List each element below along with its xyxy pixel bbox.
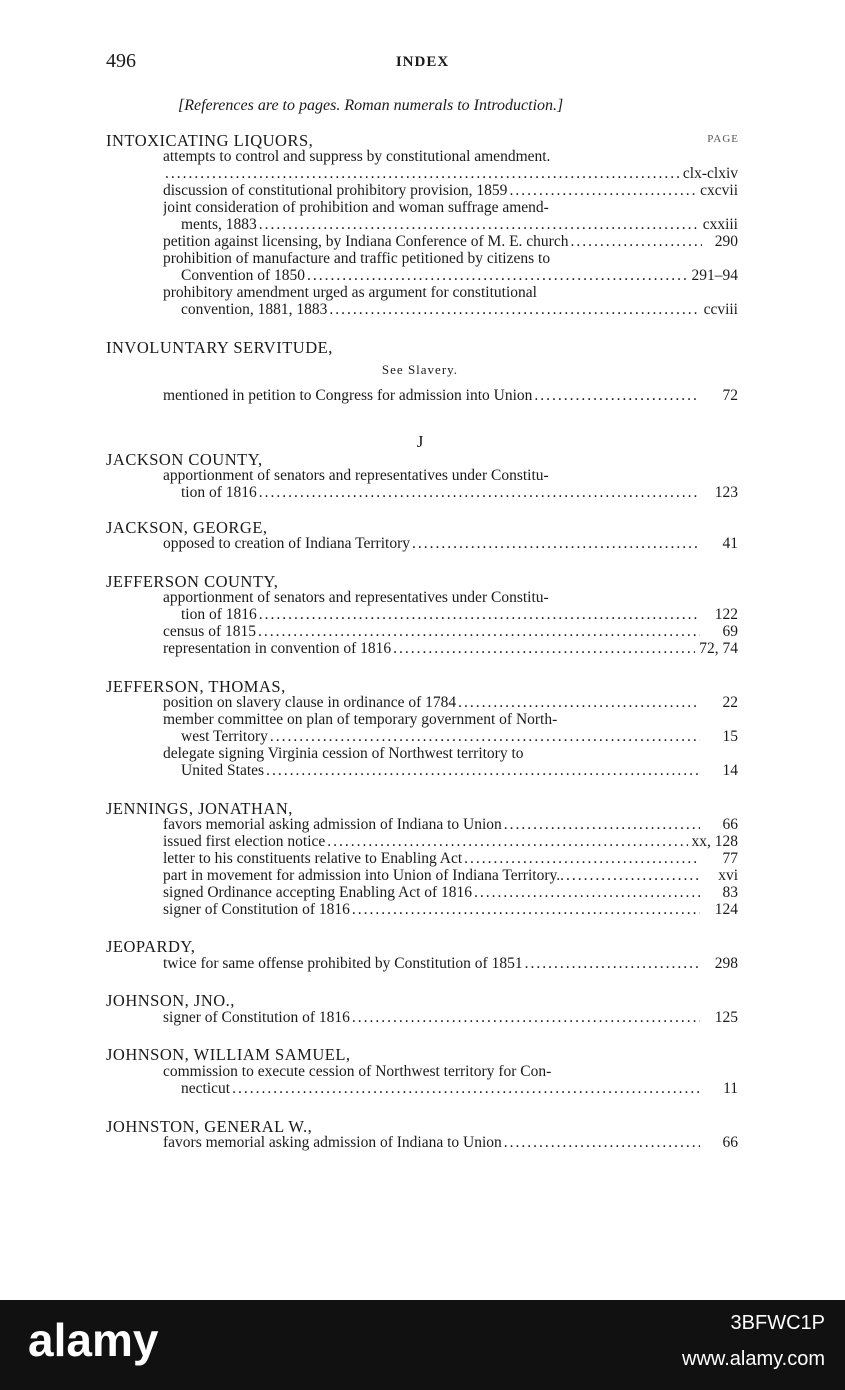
entry-text: ments, 1883	[181, 216, 257, 233]
entry-text: part in movement for admission into Union of Indiana Territory..	[163, 867, 564, 884]
entry-line: apportionment of senators and representatives under Constitu-	[163, 589, 549, 606]
leader-dots	[570, 233, 702, 250]
leader-dots	[258, 623, 700, 640]
page-ref: 15	[722, 728, 738, 745]
entry-line: commission to execute cession of Northwest territory for Con-	[163, 1063, 552, 1080]
page-ref: 41	[722, 535, 738, 552]
leader-dots	[232, 1080, 700, 1097]
entry-line	[163, 694, 738, 711]
leader-dots	[165, 165, 679, 182]
entry-line	[163, 833, 738, 850]
watermark-bar	[0, 1300, 845, 1390]
leader-dots	[525, 955, 700, 972]
leader-dots	[307, 267, 688, 284]
leader-dots	[327, 833, 687, 850]
running-head: INDEX	[395, 54, 450, 70]
page-header	[106, 50, 739, 74]
entry-text: opposed to creation of Indiana Territory	[163, 535, 410, 552]
page-ref: 122	[714, 606, 738, 623]
leader-dots	[509, 182, 696, 199]
entry-heading: JACKSON COUNTY,	[106, 450, 263, 469]
page-number: 496	[106, 50, 136, 72]
entry-line	[163, 233, 738, 250]
page-ref: 69	[722, 623, 738, 640]
leader-dots	[393, 640, 695, 657]
entry-line: delegate signing Virginia cession of Northwest territory to	[163, 745, 524, 762]
entry-heading: JEFFERSON COUNTY,	[106, 572, 279, 591]
entry-line	[181, 1080, 738, 1097]
leader-dots	[534, 387, 700, 404]
leader-dots	[259, 484, 700, 501]
page-ref: 291–94	[691, 267, 738, 284]
entry-text: twice for same offense prohibited by Constitution of 1851	[163, 955, 523, 972]
entry-text: west Territory	[181, 728, 268, 745]
image-id: 3BFWC1P	[730, 1312, 825, 1334]
leader-dots	[259, 216, 699, 233]
entry-text: favors memorial asking admission of Indiana to Union	[163, 1134, 502, 1151]
entry-text: necticut	[181, 1080, 231, 1097]
entry-text: signer of Constitution of 1816	[163, 901, 350, 918]
page-ref: xx, 128	[691, 833, 738, 850]
entry-heading: INVOLUNTARY SERVITUDE,	[106, 338, 333, 357]
entry-line	[181, 484, 738, 501]
entry-heading: JEOPARDY,	[106, 937, 196, 956]
page-ref: 14	[722, 762, 738, 779]
entry-text: petition against licensing, by Indiana Conference of M. E. church	[163, 233, 569, 250]
entry-line	[181, 267, 738, 284]
page-ref: cxcvii	[700, 182, 738, 199]
entry-line	[163, 901, 738, 918]
entry-text: discussion of constitutional prohibitory provision, 1859	[163, 182, 508, 199]
entry-line	[163, 1134, 738, 1151]
entry-text: tion of 1816	[181, 484, 257, 501]
page-ref: xvi	[718, 867, 738, 884]
leader-dots	[464, 850, 700, 867]
entry-text: census of 1815	[163, 623, 256, 640]
leader-dots	[474, 884, 700, 901]
entry-heading: JENNINGS, JONATHAN,	[106, 799, 293, 818]
entry-line	[163, 640, 738, 657]
leader-dots	[504, 816, 700, 833]
entry-line: prohibition of manufacture and traffic petitioned by citizens to	[163, 250, 551, 267]
entry-heading: JOHNSTON, GENERAL W.,	[106, 1117, 313, 1136]
page-ref: cxxiii	[702, 216, 738, 233]
entry-line	[163, 387, 738, 404]
section-letter: J	[416, 432, 424, 451]
leader-dots	[412, 535, 700, 552]
page-ref: 72, 74	[699, 640, 738, 657]
entry-line	[163, 884, 738, 901]
entry-text: favors memorial asking admission of Indiana to Union	[163, 816, 502, 833]
page-ref: 66	[722, 1134, 738, 1151]
entry-line	[163, 182, 738, 199]
leader-dots	[259, 606, 700, 623]
leader-dots	[566, 867, 702, 884]
entry-line	[163, 535, 738, 552]
entry-text: convention, 1881, 1883	[181, 301, 328, 318]
leader-dots	[352, 901, 700, 918]
page-ref: 83	[722, 884, 738, 901]
entry-line	[163, 867, 738, 884]
leader-dots	[270, 728, 700, 745]
page-ref: ccviii	[703, 301, 738, 318]
alamy-logo-text: alamy	[28, 1316, 159, 1366]
page-ref: 124	[714, 901, 738, 918]
entry-line	[163, 165, 738, 182]
entry-line	[181, 728, 738, 745]
watermark-url[interactable]: www.alamy.com	[682, 1348, 825, 1370]
page-ref: 123	[714, 484, 738, 501]
entry-line	[163, 623, 738, 640]
page-ref: 290	[714, 233, 738, 250]
entry-text: mentioned in petition to Congress for admission into Union	[163, 387, 533, 404]
entry-text: tion of 1816	[181, 606, 257, 623]
page-ref: 72	[722, 387, 738, 404]
page-ref: 22	[722, 694, 738, 711]
alamy-logo	[28, 1316, 268, 1366]
entry-text: representation in convention of 1816	[163, 640, 392, 657]
leader-dots	[329, 301, 699, 318]
entry-text: United States	[181, 762, 265, 779]
entry-line	[163, 1009, 738, 1026]
entry-heading: INTOXICATING LIQUORS,	[106, 131, 314, 150]
entry-line: apportionment of senators and representatives under Constitu-	[163, 467, 549, 484]
entry-heading: JOHNSON, JNO.,	[106, 991, 235, 1010]
page-ref: 11	[723, 1080, 738, 1097]
entry-heading: JOHNSON, WILLIAM SAMUEL,	[106, 1045, 351, 1064]
page-ref: 298	[714, 955, 738, 972]
entry-line	[181, 606, 738, 623]
entry-line	[163, 816, 738, 833]
entry-heading: JACKSON, GEORGE,	[106, 518, 268, 537]
page-column-label: PAGE	[707, 133, 739, 145]
entry-heading: JEFFERSON, THOMAS,	[106, 677, 286, 696]
page-ref: clx-clxiv	[682, 165, 738, 182]
leader-dots	[352, 1009, 700, 1026]
see-reference: See Slavery.	[381, 362, 459, 377]
page-ref: 77	[722, 850, 738, 867]
entry-line	[163, 955, 738, 972]
leader-dots	[458, 694, 700, 711]
entry-text: letter to his constituents relative to Enabling Act	[163, 850, 463, 867]
references-note: [References are to pages. Roman numerals to Introduction.]	[178, 97, 564, 114]
entry-line: joint consideration of prohibition and woman suffrage amend-	[163, 199, 549, 216]
leader-dots	[266, 762, 700, 779]
page-ref: 66	[722, 816, 738, 833]
entry-line: member committee on plan of temporary government of North-	[163, 711, 558, 728]
entry-text: position on slavery clause in ordinance of 1784	[163, 694, 457, 711]
entry-text: Convention of 1850	[181, 267, 305, 284]
leader-dots	[504, 1134, 700, 1151]
entry-text: signer of Constitution of 1816	[163, 1009, 350, 1026]
entry-text: signed Ordinance accepting Enabling Act of 1816	[163, 884, 473, 901]
entry-line	[181, 216, 738, 233]
entry-line: prohibitory amendment urged as argument for constitutional	[163, 284, 537, 301]
page-ref: 125	[714, 1009, 738, 1026]
entry-line	[163, 850, 738, 867]
entry-line	[181, 762, 738, 779]
entry-text: issued first election notice	[163, 833, 326, 850]
entry-line	[181, 301, 738, 318]
entry-line: attempts to control and suppress by constitutional amendment.	[163, 148, 551, 165]
